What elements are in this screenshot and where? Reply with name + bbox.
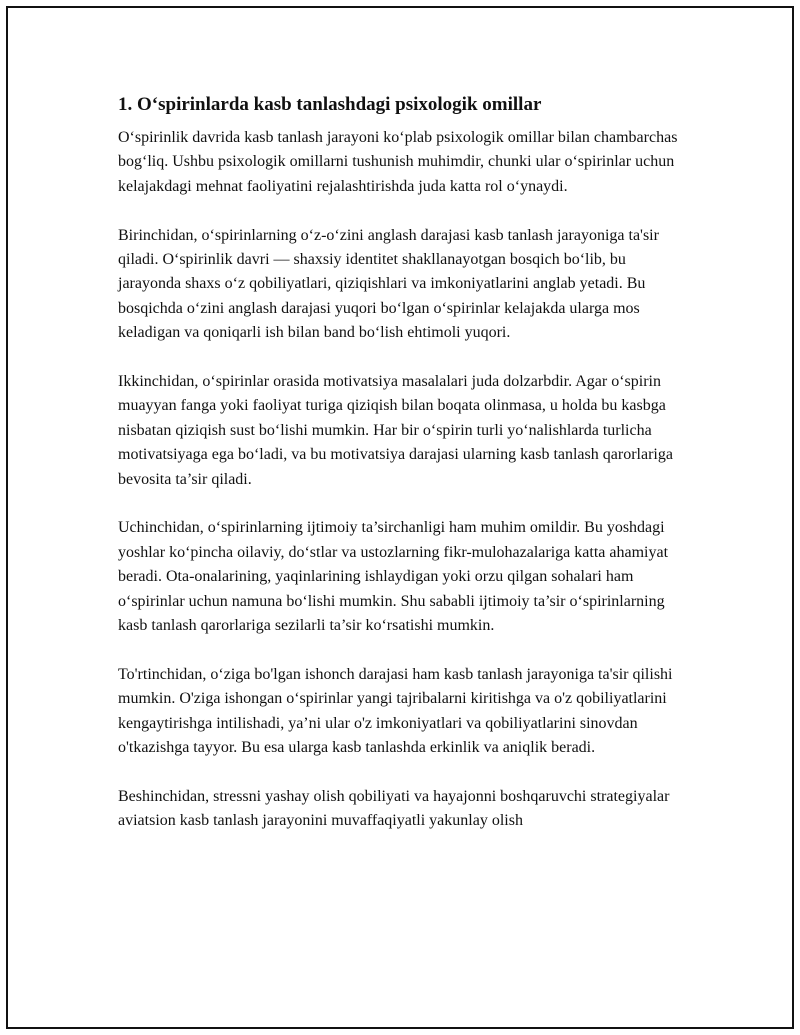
document-body <box>118 92 688 834</box>
paragraph-second: Ikkinchidan, o‘spirinlar orasida motivatsiya masalalari juda dolzarbdir. Agar o‘spirin muayyan fanga yoki faoliyat turiga qiziqish bilan boqata olinmasa, u holda bu kasbga nisbatan qiziqish sust bo‘lishi mumkin. Har bir o‘spirin turli yo‘nalishlarda turlicha motivatsiyaga ega bo‘ladi, va bu motivatsiya darajasi ularning kasb tanlash qarorlariga bevosita ta’sir qiladi. <box>118 373 673 488</box>
paragraph-third: Uchinchidan, o‘spirinlarning ijtimoiy ta’sirchanligi ham muhim omildir. Bu yoshdagi yoshlar ko‘pincha oilaviy, do‘stlar va ustozlarning fikr-mulohazalariga katta ahamiyat beradi. Ota-onalarining, yaqinlarining ishlaydigan yoki orzu qilgan sohalari ham o‘spirinlar uchun namuna bo‘lishi mumkin. Shu sababli ijtimoiy ta’sir o‘spirinlarning kasb tanlash qarorlariga sezilarli ta’sir ko‘rsatishi mumkin. <box>118 519 669 635</box>
paragraph-intro: O‘spirinlik davrida kasb tanlash jarayoni ko‘plab psixologik omillar bilan chambarchas bog‘liq. Ushbu psixologik omillarni tushunish muhimdir, chunki ular o‘spirinlar uchun kelajakdagi mehnat faoliyatini rejalashtirishda juda katta rol o‘ynaydi. <box>118 129 678 195</box>
paragraph-fourth: To'rtinchidan, o‘ziga bo'lgan ishonch darajasi ham kasb tanlash jarayoniga ta'sir qilishi mumkin. O'ziga ishongan o‘spirinlar yangi tajribalarni kiritishga va o'z qobiliyatlarini kengaytirishga intilishadi, ya’ni ular o'z imkoniyatlari va qobiliyatlarini sinovdan o'tkazishga tayyor. Bu esa ularga kasb tanlashda erkinlik va aniqlik beradi. <box>118 665 673 757</box>
paragraph-fifth: Beshinchidan, stressni yashay olish qobiliyati va hayajonni boshqaruvchi strategiyalar aviatsion kasb tanlash jarayonini muvaffaqiyatli yakunlay olish <box>118 787 670 830</box>
paragraph-first: Birinchidan, o‘spirinlarning o‘z-o‘zini anglash darajasi kasb tanlash jarayoniga ta'sir qiladi. O‘spirinlik davri — shaxsiy identitet shakllanayotgan bosqich bo‘lib, bu jarayonda shaxs o‘z qobiliyatlari, qiziqishlari va imkoniyatlarini anglab yetadi. Bu bosqichda o‘zini anglash darajasi yuqori bo‘lgan o‘spirinlar kelajakda ularga mos keladigan va qoniqarli ish bilan band bo‘lish ehtimoli yuqori. <box>118 226 659 342</box>
section-heading: 1. O‘spirinlarda kasb tanlashdagi psixologik omillar <box>118 94 542 115</box>
